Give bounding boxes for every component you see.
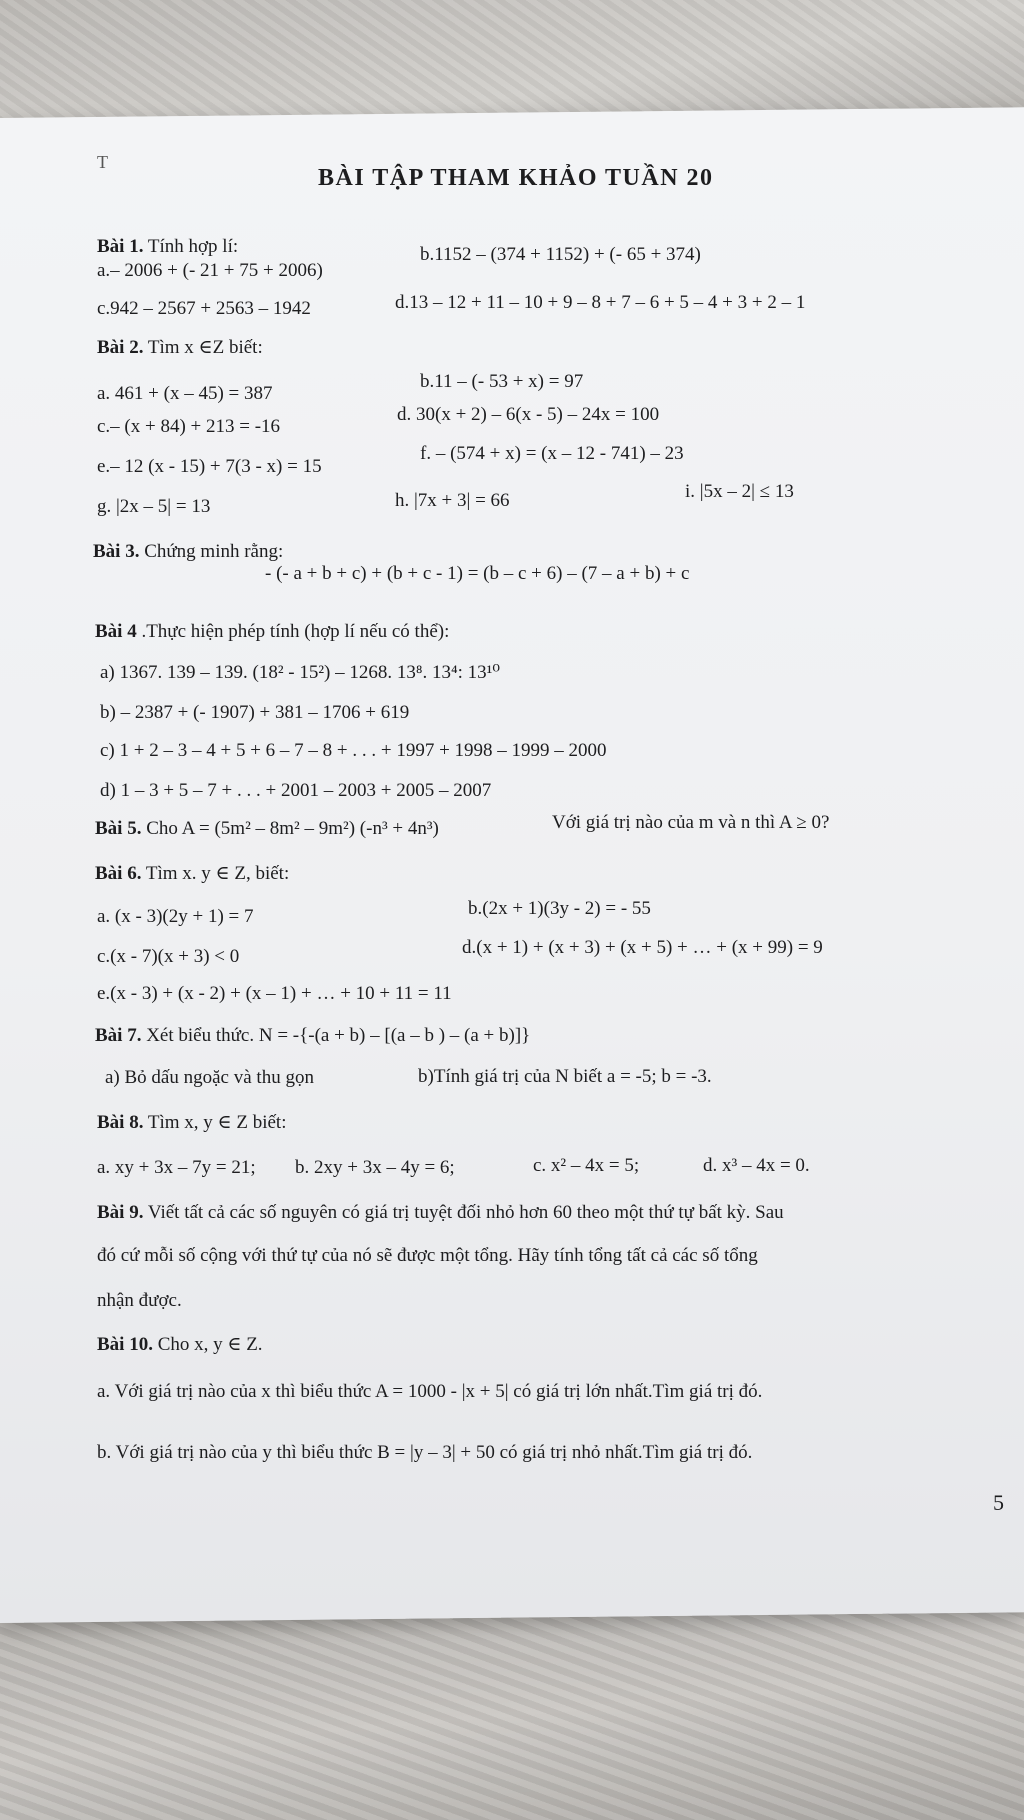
bai4-item-b: b) – 2387 + (- 1907) + 381 – 1706 + 619 — [100, 702, 410, 723]
corner-mark: T — [97, 152, 108, 172]
bai4-header — [95, 621, 449, 643]
bai8-item-a: a. xy + 3x – 7y = 21; — [97, 1157, 256, 1178]
bai3-heading: Bài 3. — [93, 541, 140, 562]
bai6-heading: Bài 6. — [95, 863, 142, 884]
bai1-instruction: Tính hợp lí: — [147, 236, 239, 257]
bai3-instruction: Chứng minh rằng: — [144, 541, 284, 562]
bai8-header — [97, 1111, 286, 1134]
bai10-item-b: b. Với giá trị nào của y thì biểu thức B = |y – 3| + 50 có giá trị nhỏ nhất.Tìm giá trị đó. — [97, 1442, 753, 1463]
bai7-heading: Bài 7. — [95, 1025, 142, 1046]
bai4-item-c: c) 1 + 2 – 3 – 4 + 5 + 6 – 7 – 8 + . . . + 1997 + 1998 – 1999 – 2000 — [100, 740, 607, 761]
bai8-item-b: b. 2xy + 3x – 4y = 6; — [295, 1157, 455, 1178]
bai2-item-b: b.11 – (- 53 + x) = 97 — [420, 371, 584, 392]
bai4-item-a: a) 1367. 139 – 139. (18² - 15²) – 1268. 13⁸. 13⁴: 13¹⁰ — [100, 662, 500, 683]
bai2-header — [97, 336, 263, 359]
bai4-item-d: d) 1 – 3 + 5 – 7 + . . . + 2001 – 2003 + 2005 – 2007 — [100, 780, 492, 801]
bai10-heading: Bài 10. — [97, 1334, 153, 1355]
bai6-instruction: Tìm x. y ∈ Z, biết: — [145, 863, 290, 884]
bai10-header — [97, 1333, 263, 1356]
bai2-item-g: g. |2x – 5| = 13 — [97, 496, 211, 517]
bai2-item-i: i. |5x – 2| ≤ 13 — [685, 481, 794, 502]
bai6-header — [95, 862, 289, 885]
bai7-header — [95, 1025, 530, 1047]
bai9-text-line1: Viết tất cả các số nguyên có giá trị tuyệt đối nhỏ hơn 60 theo một thứ tự bất kỳ. Sau — [147, 1202, 784, 1223]
bai1-item-d: d.13 – 12 + 11 – 10 + 9 – 8 + 7 – 6 + 5 – 4 + 3 + 2 – 1 — [395, 292, 806, 313]
bai9-line1 — [97, 1202, 784, 1224]
bai10-instruction: Cho x, y ∈ Z. — [157, 1334, 263, 1355]
bai6-item-d: d.(x + 1) + (x + 3) + (x + 5) + … + (x + 99) = 9 — [462, 937, 823, 958]
bai6-item-b: b.(2x + 1)(3y - 2) = - 55 — [468, 898, 651, 919]
bai2-item-d: d. 30(x + 2) – 6(x - 5) – 24x = 100 — [397, 404, 660, 425]
bai2-instruction: Tìm x ∈Z biết: — [147, 337, 263, 358]
bai2-item-e: e.– 12 (x - 15) + 7(3 - x) = 15 — [97, 456, 322, 477]
bai3-header — [93, 541, 283, 563]
bai4-heading: Bài 4 — [95, 621, 137, 642]
bai2-item-c: c.– (x + 84) + 213 = -16 — [97, 416, 281, 437]
bai1-header — [97, 236, 238, 258]
bai8-item-d: d. x³ – 4x = 0. — [703, 1155, 810, 1176]
bai2-item-a: a. 461 + (x – 45) = 387 — [97, 383, 273, 404]
bai5-question: Với giá trị nào của m và n thì A ≥ 0? — [552, 812, 830, 833]
bai1-item-c: c.942 – 2567 + 2563 – 1942 — [97, 298, 311, 319]
bai1-item-a: a.– 2006 + (- 21 + 75 + 2006) — [97, 260, 323, 281]
bai2-heading: Bài 2. — [97, 337, 144, 358]
bai7-item-a: a) Bỏ dấu ngoặc và thu gọn — [105, 1067, 314, 1088]
bai5-heading: Bài 5. — [95, 818, 142, 839]
bai1-heading: Bài 1. — [97, 236, 144, 257]
bai10-item-a: a. Với giá trị nào của x thì biểu thức A = 1000 - |x + 5| có giá trị lớn nhất.Tìm giá trị đó. — [97, 1381, 763, 1402]
page-title: BÀI TẬP THAM KHẢO TUẦN 20 — [318, 165, 714, 191]
bai9-text-line3: nhận được. — [97, 1290, 182, 1311]
bai9-heading: Bài 9. — [97, 1202, 144, 1223]
bai6-item-a: a. (x - 3)(2y + 1) = 7 — [97, 906, 254, 927]
bai2-item-h: h. |7x + 3| = 66 — [395, 490, 510, 511]
page-number: 5 — [993, 1490, 1004, 1515]
bai6-item-c: c.(x - 7)(x + 3) < 0 — [97, 946, 240, 967]
bai5-text: Cho A = (5m² – 8m² – 9m²) (-n³ + 4n³) — [146, 818, 439, 839]
bai8-item-c: c. x² – 4x = 5; — [533, 1155, 640, 1176]
bai5-header — [95, 818, 439, 840]
bai3-equation: - (- a + b + c) + (b + c - 1) = (b – c + 6) – (7 – a + b) + c — [265, 563, 690, 584]
bai4-instruction: .Thực hiện phép tính (hợp lí nếu có thể): — [141, 621, 450, 642]
bai7-text: Xét biểu thức. N = -{-(a + b) – [(a – b ) – (a + b)]} — [146, 1025, 531, 1046]
bai9-text-line2: đó cứ mỗi số cộng với thứ tự của nó sẽ được một tổng. Hãy tính tổng tất cả các số tổng — [97, 1245, 758, 1266]
bai6-item-e: e.(x - 3) + (x - 2) + (x – 1) + … + 10 + 11 = 11 — [97, 983, 452, 1004]
bai2-item-f: f. – (574 + x) = (x – 12 - 741) – 23 — [420, 443, 684, 464]
bai8-instruction: Tìm x, y ∈ Z biết: — [147, 1112, 287, 1133]
bai1-item-b: b.1152 – (374 + 1152) + (- 65 + 374) — [420, 244, 701, 265]
bai7-item-b: b)Tính giá trị của N biết a = -5; b = -3. — [418, 1066, 712, 1087]
bai8-heading: Bài 8. — [97, 1112, 144, 1133]
